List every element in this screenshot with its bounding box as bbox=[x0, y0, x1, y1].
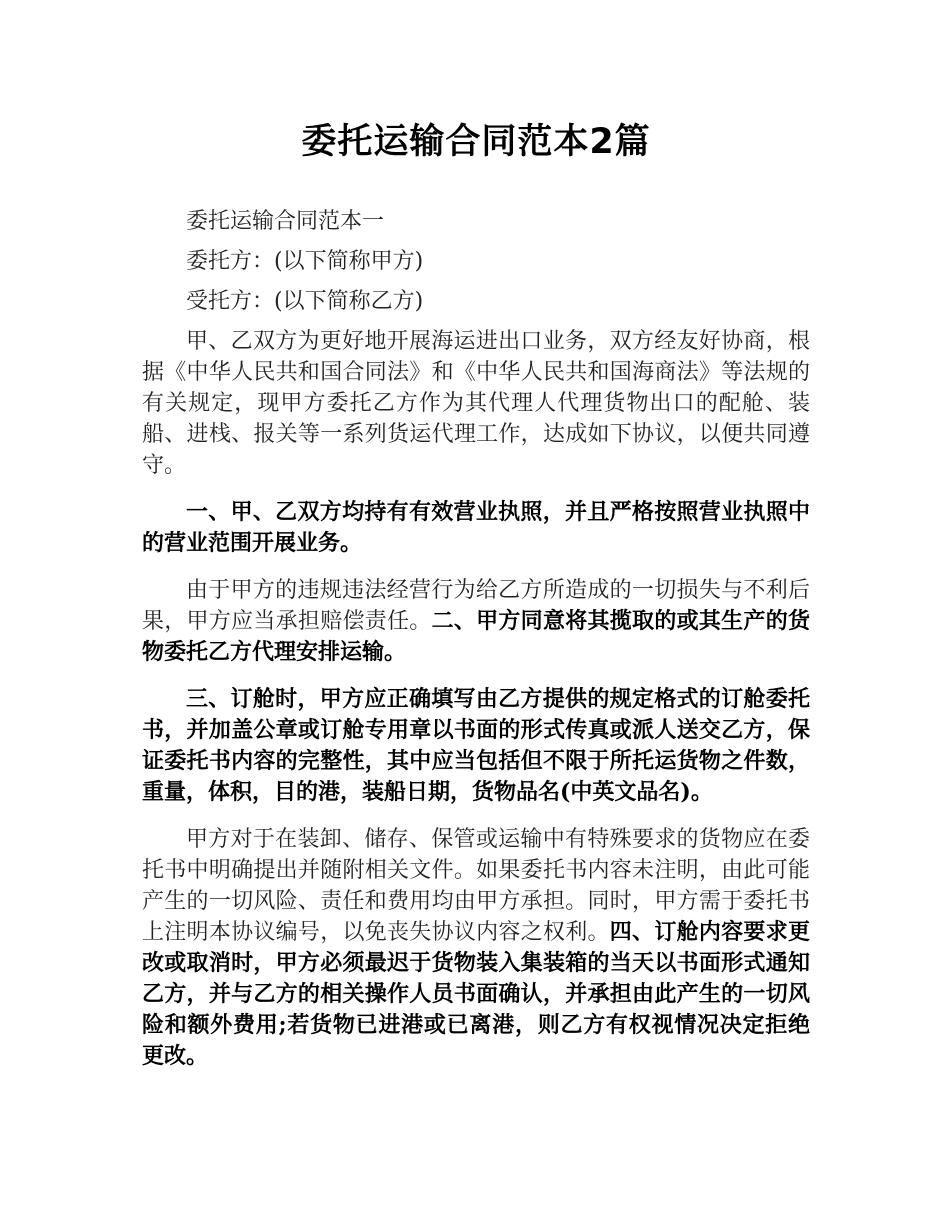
paragraph-client bbox=[142, 246, 810, 277]
paragraph-preamble bbox=[142, 326, 810, 481]
paragraph-text: 委托方：(以下简称甲方) bbox=[186, 249, 424, 274]
paragraph-clause-4 bbox=[142, 824, 810, 1072]
clause-text-bold: 二、甲方同意将其揽取的或其生产的货物委托乙方代理安排运输。 bbox=[142, 608, 810, 665]
paragraph-subtitle bbox=[142, 206, 810, 237]
clause-text-bold: 一、甲、乙双方均持有有效营业执照，并且严格按照营业执照中的营业范围开展业务。 bbox=[142, 499, 810, 556]
paragraph-text: 委托运输合同范本一 bbox=[186, 209, 385, 234]
paragraph-text: 甲方对于在装卸、储存、保管或运输中有特殊要求的货物应在委托书中明确提出并随附相关文件。如果委托书内容未注明，由此可能产生的一切风险、责任和费用均由甲方承担。同时，甲方需于委托书上注明本协议编号，以免丧失协议内容之权利。 bbox=[142, 827, 810, 945]
paragraph-clause-1 bbox=[142, 497, 810, 559]
document-page bbox=[142, 0, 810, 1081]
paragraph-contractor bbox=[142, 286, 810, 317]
clause-text-bold: 四、订舱内容要求更改或取消时，甲方必须最迟于货物装入集装箱的当天以书面形式通知乙方，并与乙方的相关操作人员书面确认，并承担由此产生的一切风险和额外费用;若货物已进港或已离港，则乙方有权视情况决定拒绝更改。 bbox=[142, 919, 810, 1069]
paragraph-text: 受托方：(以下简称乙方) bbox=[186, 289, 424, 314]
paragraph-clause-3 bbox=[142, 684, 810, 808]
clause-text-bold: 三、订舱时，甲方应正确填写由乙方提供的规定格式的订舱委托书，并加盖公章或订舱专用章以书面的形式传真或派人送交乙方，保证委托书内容的完整性，其中应当包括但不限于所托运货物之件数，重量，体积，目的港，装船日期，货物品名(中英文品名)。 bbox=[142, 686, 810, 805]
document-title: 委托运输合同范本2篇 bbox=[301, 122, 651, 162]
paragraph-text: 甲、乙双方为更好地开展海运进出口业务，双方经友好协商，根据《中华人民共和国合同法》和《中华人民共和国海商法》等法规的有关规定，现甲方委托乙方作为其代理人代理货物出口的配舱、装船、进栈、报关等一系列货运代理工作，达成如下协议，以便共同遵守。 bbox=[142, 329, 810, 478]
paragraph-text: 由于甲方的违规违法经营行为给乙方所造成的一切损失与不利后果，甲方应当承担赔偿责任。 bbox=[142, 578, 810, 634]
paragraph-clause-2 bbox=[142, 575, 810, 668]
